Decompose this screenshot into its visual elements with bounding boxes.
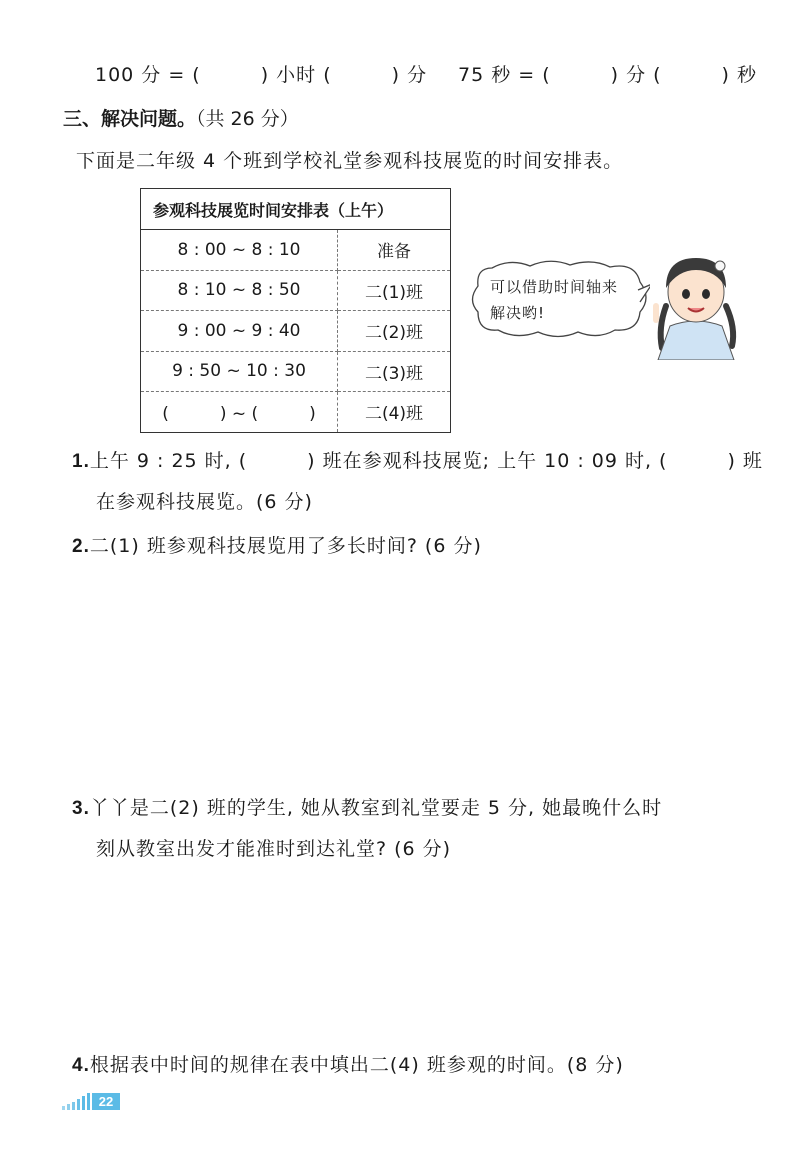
girl-illustration xyxy=(648,248,744,360)
question-text-cont: 刻从教室出发才能准时到达礼堂? (6 分) xyxy=(96,838,452,860)
class-cell: 准备 xyxy=(338,230,451,271)
table-row xyxy=(141,392,451,433)
section-title: 三、解决问题。 xyxy=(63,108,197,130)
time-cell: 8 : 00 ~ 8 : 10 xyxy=(141,230,338,271)
time-cell: 9 : 00 ~ 9 : 40 xyxy=(141,311,338,352)
time-cell: 9 : 50 ~ 10 : 30 xyxy=(141,351,338,392)
class-cell: 二(1)班 xyxy=(338,270,451,311)
conversion-right: 75 秒 = ( ) 分 ( ) 秒 xyxy=(458,64,757,86)
page-bars-icon xyxy=(62,1092,92,1110)
schedule-table xyxy=(140,188,451,433)
bubble-text: 可以借助时间轴来解决哟! xyxy=(490,278,619,322)
question-number: 4. xyxy=(72,1055,90,1076)
table-row xyxy=(141,230,451,271)
class-cell: 二(3)班 xyxy=(338,351,451,392)
class-cell: 二(4)班 xyxy=(364,404,424,425)
class-cell: 二(2)班 xyxy=(338,311,451,352)
page-number: 22 xyxy=(92,1093,120,1110)
time-blank-cell[interactable]: ( ) ~ ( ) xyxy=(141,392,338,433)
question-text: 丫丫是二(2) 班的学生, 她从教室到礼堂要走 5 分, 她最晚什么时 xyxy=(89,797,663,819)
table-caption: 参观科技展览时间安排表（上午） xyxy=(141,189,451,230)
question-text-cont: 在参观科技展览。(6 分) xyxy=(96,491,313,513)
section-heading xyxy=(63,104,299,131)
question-text: 上午 9 : 25 时, ( ) 班在参观科技展览; 上午 10 : 09 时, ( ) 班 xyxy=(89,450,763,472)
question-text: 二(1) 班参观科技展览用了多长时间? (6 分) xyxy=(89,535,482,557)
table-row xyxy=(141,270,451,311)
question-number: 2. xyxy=(72,536,90,557)
intro-text: 下面是二年级 4 个班到学校礼堂参观科技展览的时间安排表。 xyxy=(76,150,624,172)
table-row xyxy=(141,311,451,352)
question-number: 3. xyxy=(72,798,90,819)
section-points: （共 26 分） xyxy=(196,108,299,130)
question-text: 根据表中时间的规律在表中填出二(4) 班参观的时间。(8 分) xyxy=(89,1054,624,1076)
table-row xyxy=(141,351,451,392)
question-number: 1. xyxy=(72,451,90,472)
time-cell: 8 : 10 ~ 8 : 50 xyxy=(141,270,338,311)
conversion-left: 100 分 = ( ) 小时 ( ) 分 xyxy=(95,64,428,86)
